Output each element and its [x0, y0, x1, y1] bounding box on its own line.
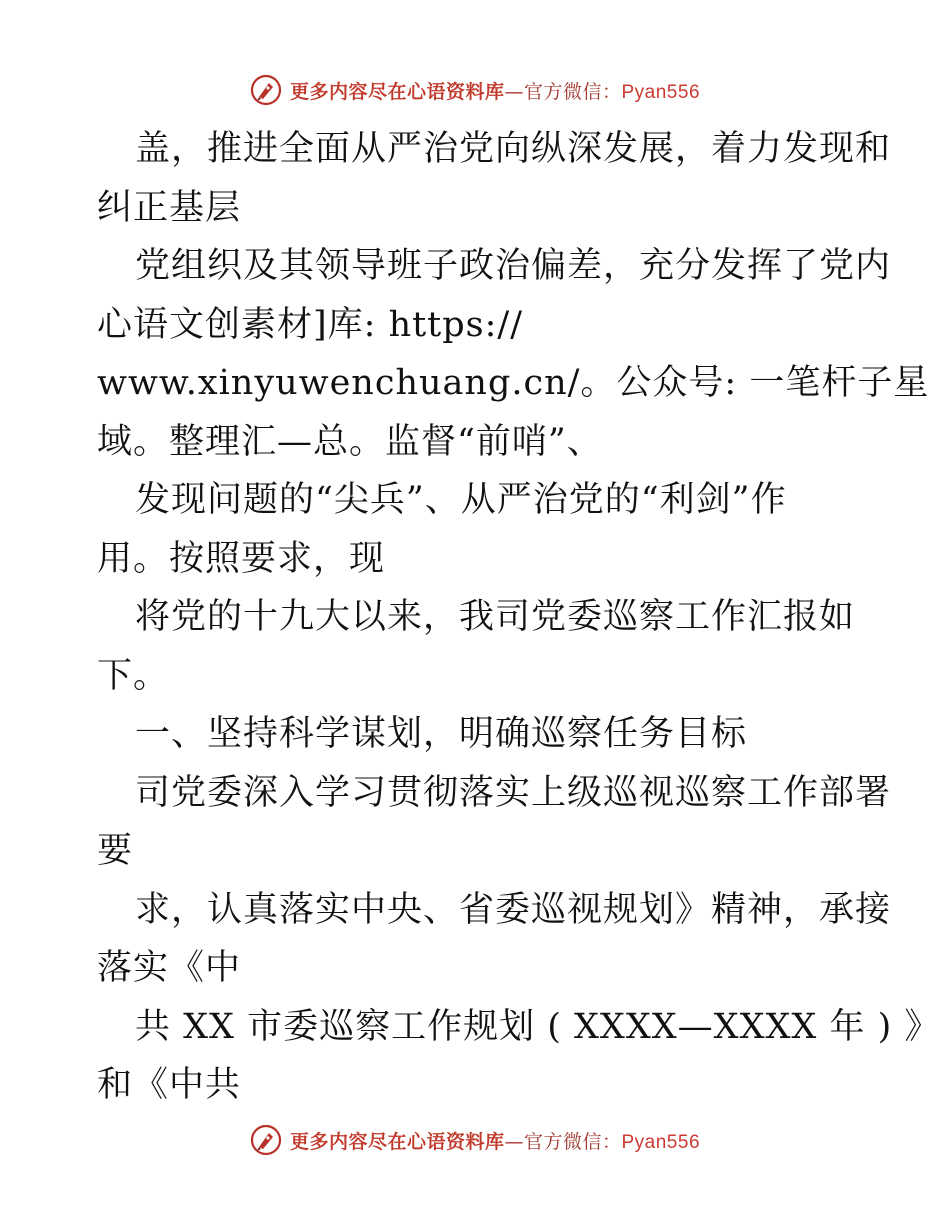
body-line: 发现问题的“尖兵”、从严治党的“利剑”作 [135, 480, 787, 520]
body-line: 和《中共 [97, 1065, 242, 1105]
pen-nib-logo-icon [250, 1124, 282, 1156]
banner-wechat-id: Pyan556 [621, 1131, 701, 1153]
body-line: 共 XX 市委巡察工作规划 ( XXXX—XXXX 年 ) 》 [135, 1006, 941, 1047]
header-banner [0, 70, 950, 110]
body-line: 心语文创素材]库: https:// [97, 304, 523, 345]
body-line: 党组织及其领导班子政治偏差，充分发挥了党内 [135, 246, 892, 286]
body-line: 要 [97, 831, 134, 871]
footer-banner [0, 1120, 950, 1160]
body-line: 域。整理汇—总。监督“前哨”、 [97, 421, 603, 462]
body-line: 求，认真落实中央、省委巡视规划》精神，承接 [135, 889, 892, 930]
pen-nib-logo-icon [250, 74, 282, 106]
banner-wechat-id: Pyan556 [621, 81, 701, 103]
body-line: 盖，推进全面从严治党向纵深发展，着力发现和 [135, 129, 892, 169]
banner-brand: 更多内容尽在心语资料库 [289, 80, 505, 103]
body-line: www.xinyuwenchuang.cn/。公众号: 一笔杆子星 [97, 363, 930, 403]
body-line: 将党的十九大以来，我司党委巡察工作汇报如 [135, 597, 856, 637]
banner-wechat-label: 官方微信： [523, 1130, 622, 1153]
banner-separator: — [504, 80, 524, 103]
banner-text [290, 77, 700, 104]
body-line: 落实《中 [97, 948, 242, 988]
body-line: 纠正基层 [97, 187, 242, 228]
body-line: 下。 [97, 655, 170, 696]
banner-wechat-label: 官方微信： [523, 80, 622, 103]
document-body [97, 120, 941, 1115]
body-line: 用。按照要求，现 [97, 538, 386, 579]
body-line: 司党委深入学习贯彻落实上级巡视巡察工作部署 [135, 772, 892, 813]
section-heading: 一、坚持科学谋划，明确巡察任务目标 [135, 714, 748, 754]
banner-brand: 更多内容尽在心语资料库 [289, 1130, 505, 1153]
banner-separator: — [504, 1130, 524, 1153]
banner-text [290, 1127, 700, 1154]
